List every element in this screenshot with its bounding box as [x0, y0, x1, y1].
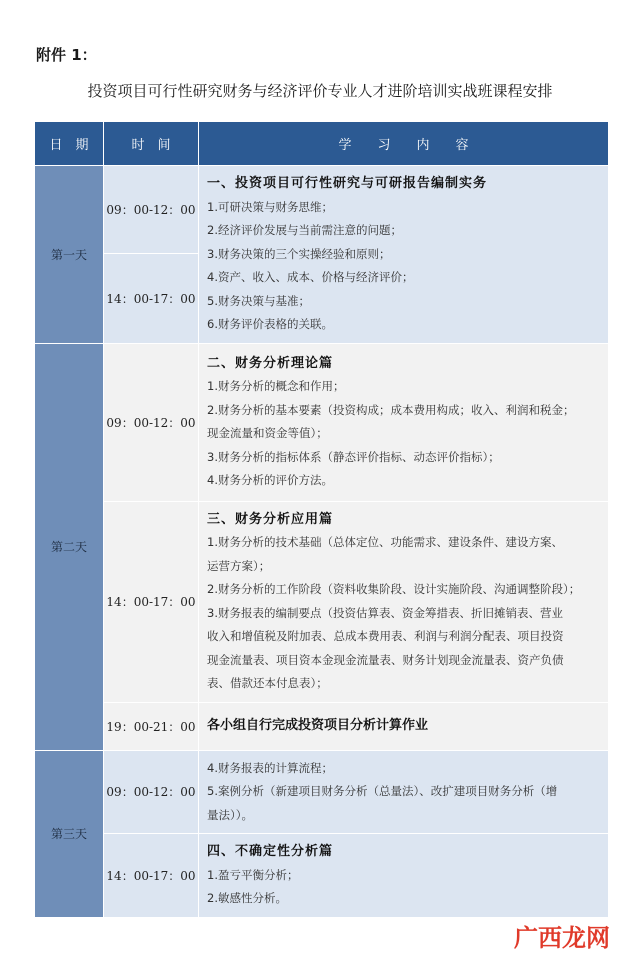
day3-time-am: 09：00-12：00 [104, 750, 199, 834]
day2-am-line-3: 现金流量和资金等值）； [207, 426, 328, 440]
day3-am-content [199, 750, 609, 834]
day2-time-pm: 14：00-17：00 [104, 501, 199, 702]
day2-time-am: 09：00-12：00 [104, 343, 199, 501]
watermark-logo: 广西龙网 [514, 924, 610, 952]
table-row [35, 501, 609, 702]
day2-pm-line-1: 1.财务分析的技术基础（总体定位、功能需求、建设条件、建设方案、 [207, 535, 563, 549]
day3-am-line-1: 5.案例分析（新建项目财务分析（总量法）、改扩建项目财务分析（增 [207, 784, 558, 798]
day2-pm-line-6: 现金流量表、项目资本金现金流量表、财务计划现金流量表、资产负债 [207, 652, 564, 667]
day2-pm-line-4: 3.财务报表的编制要点（投资估算表、资金筹措表、折旧摊销表、营业 [207, 605, 563, 620]
day1-time-am: 09：00-12：00 [104, 166, 199, 254]
day1-line-3: 3.财务决策的三个实操经验和原则； [207, 246, 391, 261]
day3-pm-line-0: 四、不确定性分析篇 [207, 844, 334, 859]
table-row [35, 750, 609, 834]
day3-time-pm: 14：00-17：00 [104, 834, 199, 918]
header-content: 学 习 内 容 [199, 122, 609, 166]
day3-label: 第三天 [35, 750, 104, 917]
day1-time-pm: 14：00-17：00 [104, 254, 199, 343]
course-schedule-table [34, 121, 609, 918]
day2-evening-line: 各小组自行完成投资项目分析计算作业 [207, 718, 429, 734]
day1-content [199, 166, 609, 344]
table-header-row [35, 122, 609, 166]
day1-line-5: 5.财务决策与基准； [207, 293, 310, 308]
day2-am-line-1: 1.财务分析的概念和作用； [207, 379, 345, 393]
day2-evening-content [199, 702, 609, 750]
day1-label: 第一天 [35, 166, 104, 344]
table-row [35, 166, 609, 254]
header-time: 时 间 [104, 122, 199, 166]
day2-pm-content [199, 501, 609, 702]
day1-line-0: 一、投资项目可行性研究与可研报告编制实务 [207, 176, 488, 191]
day1-line-1: 1.可研决策与财务思维； [207, 199, 333, 214]
day2-pm-line-2: 运营方案）； [207, 558, 271, 573]
day2-am-content [199, 343, 609, 501]
day3-pm-content [199, 834, 609, 918]
day2-am-line-0: 二、财务分析理论篇 [207, 355, 334, 371]
day3-am-line-2: 量法））。 [207, 807, 253, 822]
table-row [35, 702, 609, 750]
day3-pm-line-2: 2.敏感性分析。 [207, 891, 287, 905]
attachment-label: 附件 1： [36, 46, 97, 64]
day2-pm-line-3: 2.财务分析的工作阶段（资料收集阶段、设计实施阶段、沟通调整阶段）； [207, 582, 581, 596]
day2-pm-line-0: 三、财务分析应用篇 [207, 511, 334, 527]
header-date: 日 期 [35, 122, 104, 166]
day2-label: 第二天 [35, 343, 104, 750]
day2-pm-line-5: 收入和增值税及附加表、总成本费用表、利润与利润分配表、项目投资 [207, 629, 564, 643]
day1-line-4: 4.资产、收入、成本、价格与经济评价； [207, 270, 414, 284]
day3-pm-line-1: 1.盈亏平衡分析； [207, 867, 299, 882]
day2-am-line-4: 3.财务分析的指标体系（静态评价指标、动态评价指标）； [207, 449, 500, 464]
table-row [35, 343, 609, 501]
day2-pm-line-7: 表、借款还本付息表）； [207, 676, 328, 690]
day1-line-2: 2.经济评价发展与当前需注意的问题； [207, 223, 402, 237]
document-title: 投资项目可行性研究财务与经济评价专业人才进阶培训实战班课程安排 [87, 82, 553, 100]
day2-time-evening: 19：00-21：00 [104, 702, 199, 750]
day3-am-line-0: 4.财务报表的计算流程； [207, 760, 333, 775]
day1-line-6: 6.财务评价表格的关联。 [207, 317, 333, 331]
day2-am-line-5: 4.财务分析的评价方法。 [207, 473, 333, 487]
table-row [35, 834, 609, 918]
day2-am-line-2: 2.财务分析的基本要素（投资构成；成本费用构成；收入、利润和税金； [207, 402, 575, 417]
